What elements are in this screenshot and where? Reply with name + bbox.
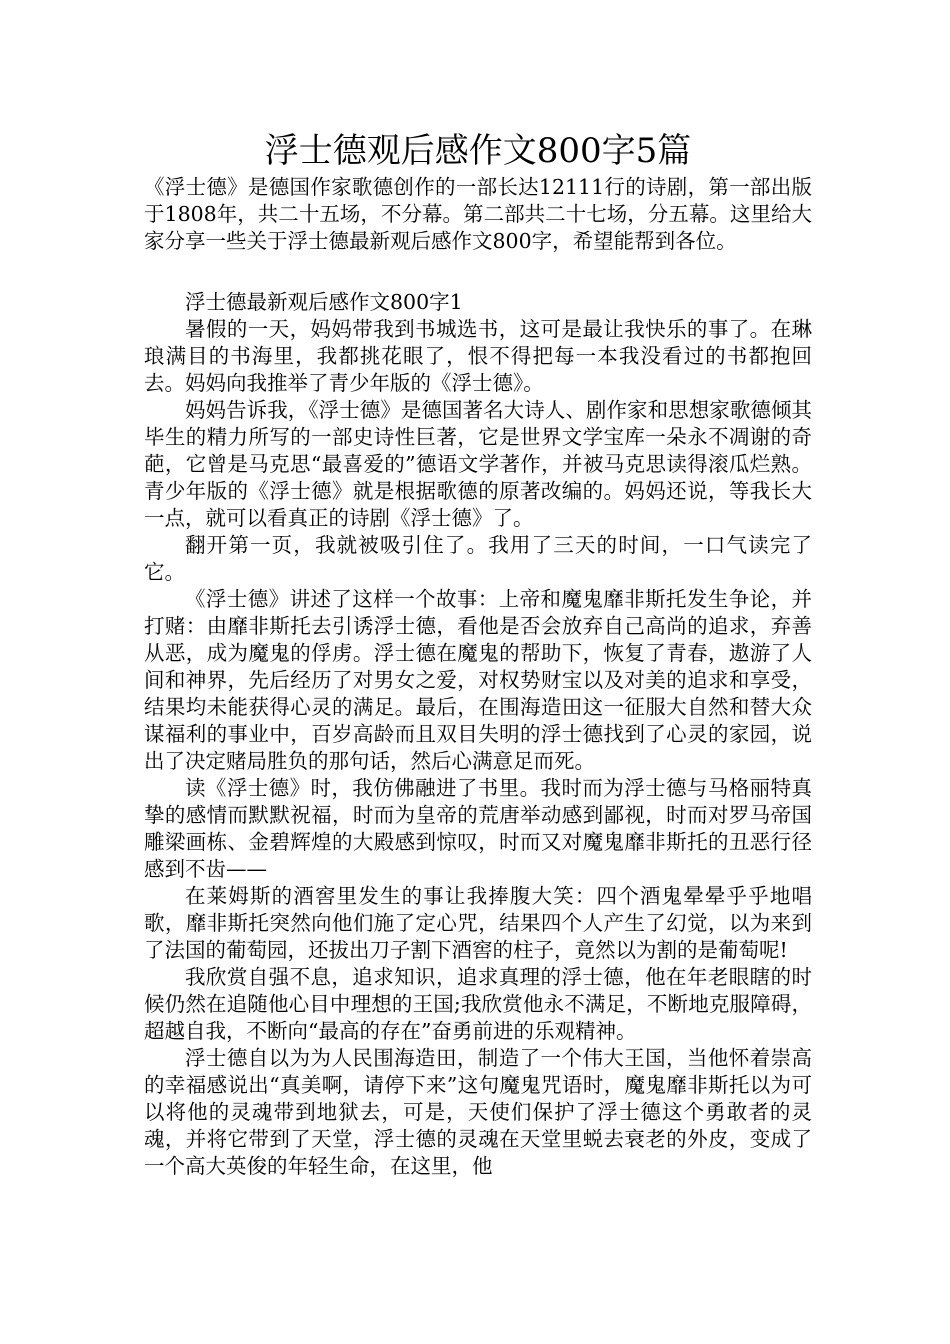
body-paragraph: 暑假的一天，妈妈带我到书城选书，这可是最让我快乐的事了。在琳琅满目的书海里，我都挑花眼了，恨不得把每一本我没看过的书都抱回去。妈妈向我推举了青少年版的《浮士德》。 <box>144 317 812 395</box>
intro-paragraph: 《浮士德》是德国作家歌德创作的一部长达12111行的诗剧，第一部出版于1808年，共二十五场，不分幕。第二部共二十七场，分五幕。这里给大家分享一些关于浮士德最新观后感作文800字，希望能帮到各位。 <box>144 175 812 253</box>
body-paragraph: 翻开第一页，我就被吸引住了。我用了三天的时间，一口气读完了它。 <box>144 533 812 584</box>
body-paragraph: 我欣赏自强不息，追求知识，追求真理的浮士德，他在年老眼瞎的时候仍然在追随他心目中理想的王国;我欣赏他永不满足，不断地克服障碍，超越自我，不断向“最高的存在”奋勇前进的乐观精神。 <box>144 965 812 1043</box>
body-paragraph: 浮士德自以为为人民围海造田，制造了一个伟大王国，当他怀着崇高的幸福感说出“真美啊，请停下来”这句魔鬼咒语时，魔鬼靡非斯托以为可以将他的灵魂带到地狱去，可是，天使们保护了浮士德这个勇敢者的灵魂，并将它带到了天堂，浮士德的灵魂在天堂里蜕去衰老的外皮，变成了一个高大英俊的年轻生命，在这里，他 <box>144 1046 812 1178</box>
body-paragraph: 妈妈告诉我，《浮士德》是德国著名大诗人、剧作家和思想家歌德倾其毕生的精力所写的一部史诗性巨著，它是世界文学宝库一朵永不凋谢的奇葩，它曾是马克思“最喜爱的”德语文学著作，并被马克思读得滚瓜烂熟。青少年版的《浮士德》就是根据歌德的原著改编的。妈妈还说，等我长大一点，就可以看真正的诗剧《浮士德》了。 <box>144 398 812 530</box>
body-paragraph: 读《浮士德》时，我仿佛融进了书里。我时而为浮士德与马格丽特真挚的感情而默默祝福，时而为皇帝的荒唐举动感到鄙视，时而对罗马帝国雕梁画栋、金碧辉煌的大殿感到惊叹，时而又对魔鬼靡非斯托的丑恶行径感到不齿—— <box>144 776 812 881</box>
document-title: 浮士德观后感作文800字5篇 <box>264 131 692 171</box>
body-paragraph: 在莱姆斯的酒窖里发生的事让我捧腹大笑：四个酒鬼晕晕乎乎地唱歌，靡非斯托突然向他们施了定心咒，结果四个人产生了幻觉，以为来到了法国的葡萄园，还拔出刀子割下酒窖的柱子，竟然以为割的是葡萄呢! <box>144 884 812 962</box>
section-heading: 浮士德最新观后感作文800字1 <box>185 290 463 314</box>
spacer <box>144 255 812 289</box>
body-paragraph: 《浮士德》讲述了这样一个故事：上帝和魔鬼靡非斯托发生争论，并打赌：由靡非斯托去引诱浮士德，看他是否会放弃自己高尚的追求，弃善从恶，成为魔鬼的俘虏。浮士德在魔鬼的帮助下，恢复了青春，遨游了人间和神界，先后经历了对男女之爱，对权势财宝以及对美的追求和享受，结果均未能获得心灵的满足。最后，在围海造田这一征服大自然和替大众谋福利的事业中，百岁高龄而且双目失明的浮士德找到了心灵的家园，说出了决定赌局胜负的那句话，然后心满意足而死。 <box>144 587 812 773</box>
document-page <box>144 128 812 1180</box>
